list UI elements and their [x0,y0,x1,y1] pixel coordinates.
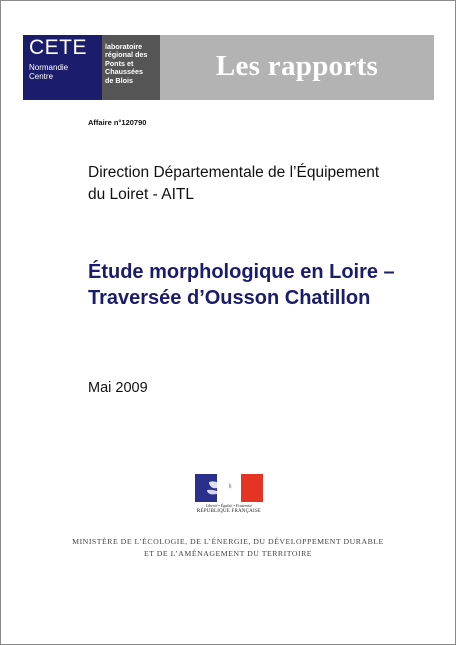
cete-subtitle [29,63,68,81]
client-direction [88,162,418,206]
lab-line: Ponts et [105,58,134,68]
cete-subtitle-line1: Normandie [29,63,69,72]
republic-name: RÉPUBLIQUE FRANÇAISE [196,509,262,514]
direction-line1: Direction Départementale de l’Équipement [88,164,380,181]
cete-subtitle-line2: Centre [29,72,54,81]
affaire-number: Affaire n°120790 [88,118,147,127]
direction-line2: du Loiret - AITL [88,186,194,203]
lab-line: laboratoire [105,42,143,51]
lab-line: de Blois [105,75,133,85]
header-banner [23,35,434,100]
rapports-title: Les rapports [215,50,379,82]
report-title-line1: Étude morphologique en Loire – [88,261,395,283]
marianne-logo [195,474,263,520]
ministry-line2: ET DE L’AMÉNAGEMENT DU TERRITOIRE [143,549,313,558]
lab-label [105,43,159,85]
cete-title: CETE [29,36,88,59]
report-title [88,259,428,311]
lab-line: Chaussées [105,67,143,77]
marianne-profile-icon [203,474,253,502]
rapports-banner [160,35,434,100]
ministry-name [40,536,416,560]
report-title-line2: Traversée d’Ousson Chatillon [88,287,371,309]
republic-motto: Liberté • Égalité • Fraternité [205,503,253,508]
cete-logo [23,35,102,100]
lab-label-box [102,35,160,100]
ministry-line1: MINISTÈRE DE L’ÉCOLOGIE, DE L’ÉNERGIE, DU DÉVELOPPEMENT DURABLE [72,537,384,546]
tricolor-flag [195,474,263,502]
report-date: Mai 2009 [88,380,148,396]
lab-line: régional des [105,50,148,60]
